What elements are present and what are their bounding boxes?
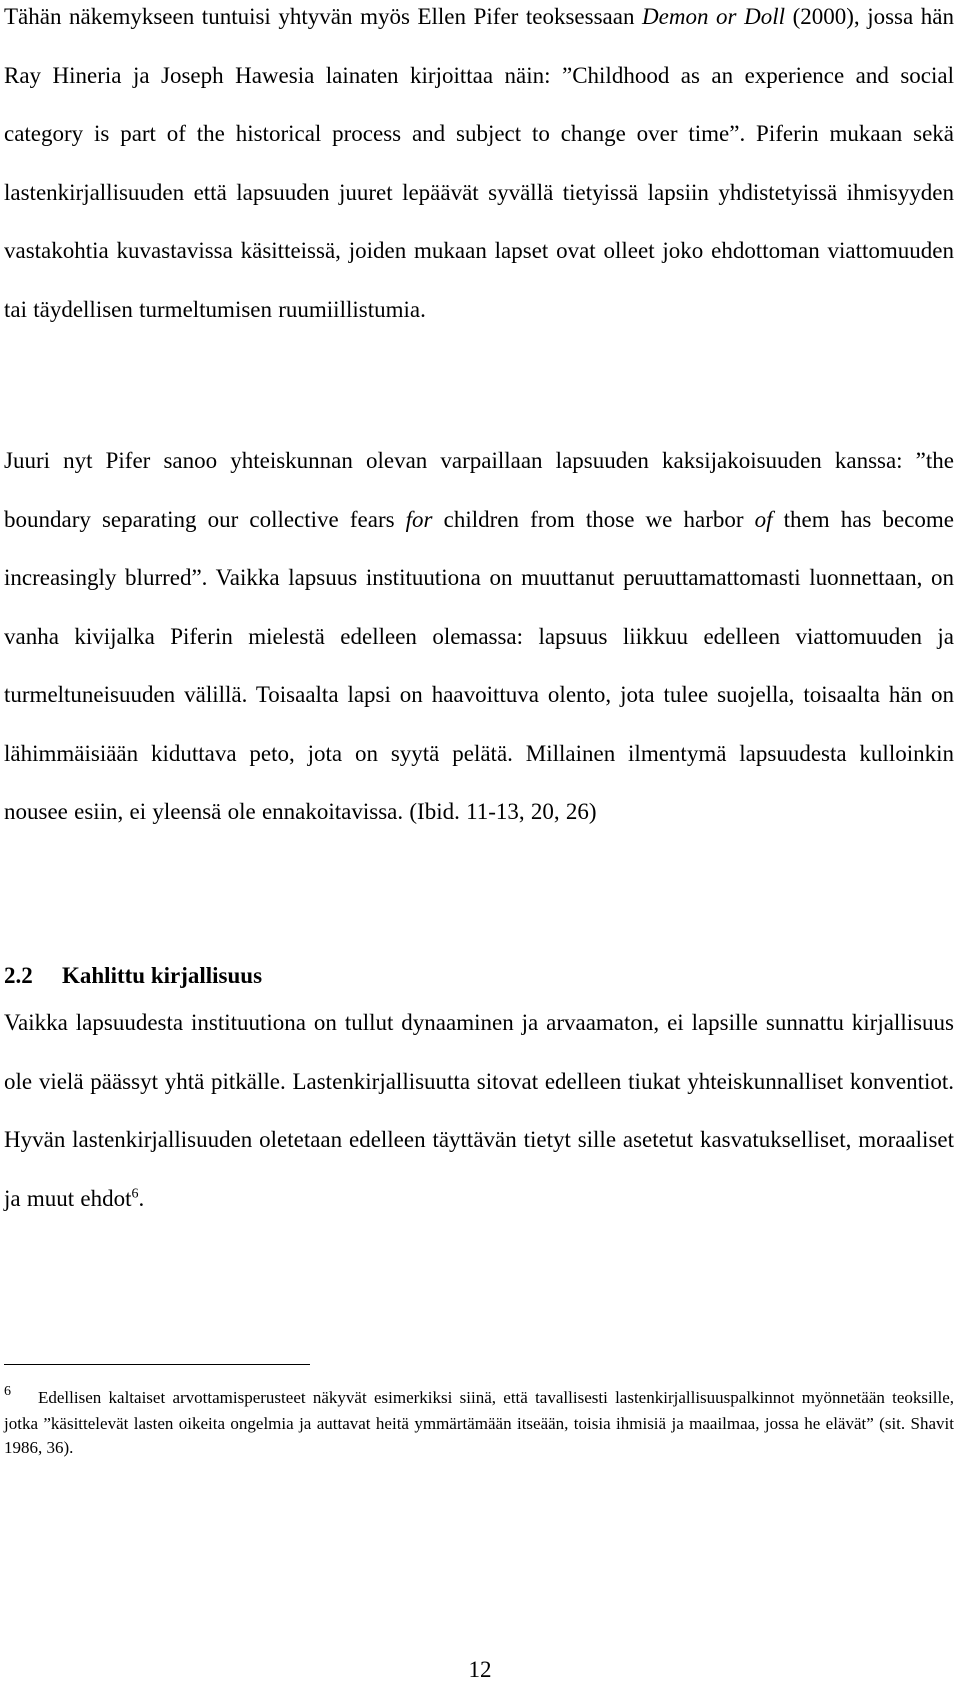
emphasis-for: for [405, 506, 433, 532]
section-number: 2.2 [4, 963, 33, 988]
paragraph-text: (2000), jossa hän Ray Hineria ja Joseph Hawesia lainaten kirjoittaa näin: ”Childhood as an experience and social category is part of the historical process and subject to change over time”. Piferin mukaan sekä lastenkirjallisuuden että lapsuuden juuret lepäävät syvällä tietyissä lapsiin yhdistetyissä ihmisyyden vastakohtia kuvastavissa käsitteissä, joiden mukaan lapset ovat olleet joko ehdottoman viattomuuden tai täydellisen turmeltumisen ruumiillistumia. [4, 4, 954, 322]
book-title: Demon or Doll [642, 4, 785, 29]
paragraph-text: Juuri nyt Pifer sanoo yhteiskunnan olevan varpaillaan lapsuuden kaksijakoisuuden kanssa: ”the boundary separating our collective fears [4, 448, 954, 532]
footnote [4, 1386, 954, 1460]
paragraph-childhood-duality [4, 432, 954, 842]
paragraph-text: Vaikka lapsuudesta instituutiona on tullut dynaaminen ja arvaamaton, ei lapsille sunnattu kirjallisuus ole vielä päässyt yhtä pitkälle. Lastenkirjallisuutta sitovat edelleen tiukat yhteiskunnalliset konventiot. Hyvän lastenkirjallisuuden oletetaan edelleen täyttävän tietyt sille asetetut kasvatukselliset, moraaliset ja muut ehdot [4, 1010, 954, 1211]
paragraph-text: them has become increasingly blurred”. Vaikka lapsuus instituutiona on muuttanut peruuttamattomasti luonnettaan, on vanha kivijalka Piferin mielestä edelleen olemassa: lapsuus liikkuu edelleen viattomuuden ja turmeltuneisuuden välillä. Toisaalta lapsi on haavoittuva olento, jota tulee suojella, toisaalta hän on lähimmäisiään kiduttava peto, jota on syytä pelätä. Millainen ilmentymä lapsuudesta kulloinkin nousee esiin, ei yleensä ole ennakoitavissa. (Ibid. 11-13, 20, 26) [4, 506, 955, 824]
page-number: 12 [468, 1657, 492, 1682]
emphasis-of: of [754, 506, 773, 532]
paragraph-text: children from those we harbor [432, 506, 755, 532]
footnote-reference[interactable]: 6 [131, 1185, 139, 1201]
paragraph-text: . [138, 1185, 145, 1211]
paragraph-bound-literature [4, 994, 954, 1228]
section-heading [4, 961, 262, 991]
paragraph-pifer-intro [4, 0, 954, 339]
section-title: Kahlittu kirjallisuus [62, 963, 263, 988]
footnote-separator [4, 1364, 310, 1365]
paragraph-text: Tähän näkemykseen tuntuisi yhtyvän myös Ellen Pifer teoksessaan [4, 4, 643, 29]
footnote-number: 6 [4, 1384, 11, 1399]
footnote-text: Edellisen kaltaiset arvottamisperusteet näkyvät esimerkiksi siinä, että tavallisesti lastenkirjallisuuspalkinnot myönnetään teoksille, jotka ”käsittelevät lasten oikeita ongelmia ja auttavat heitä ymmärtämään itseään, toisia ihmisiä ja maailmaa, jossa he elävät” (sit. Shavit 1986, 36). [4, 1388, 954, 1457]
